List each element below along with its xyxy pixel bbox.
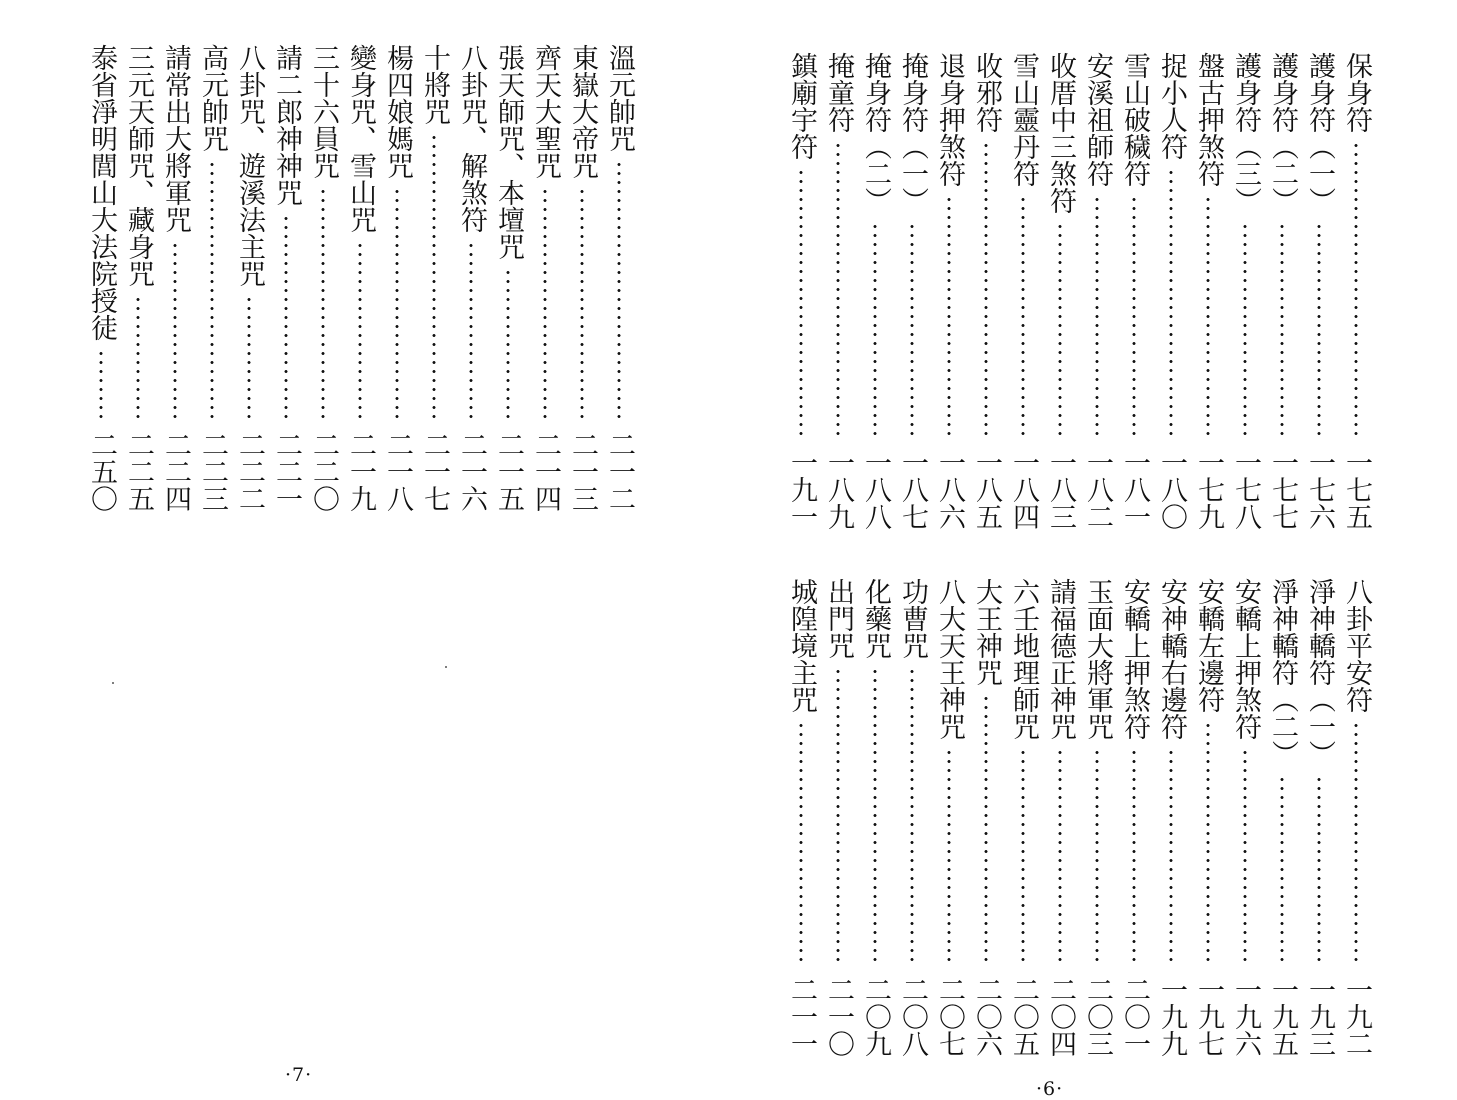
leader-dots (247, 295, 251, 421)
toc-entry-page: 二二一 (271, 431, 302, 512)
toc-entry (306, 44, 340, 512)
leader-dots (358, 241, 362, 421)
toc-entry (969, 52, 1003, 530)
leader-dots (1058, 748, 1062, 966)
toc-entry (821, 52, 855, 530)
leader-dots (543, 187, 547, 421)
toc-entry-page: 二一五 (493, 431, 524, 512)
toc-entry-title: 八大天王神咒 (934, 578, 965, 740)
toc-entry (343, 44, 377, 512)
toc-entry-title: 玉面大將軍咒 (1082, 578, 1113, 740)
toc-entry (1154, 578, 1188, 1057)
toc-entry (84, 44, 118, 512)
toc-entry-page: 二〇五 (1008, 976, 1039, 1057)
toc-entry (858, 52, 892, 530)
toc-entry-page: 二一六 (456, 431, 487, 512)
leader-dots (799, 721, 803, 966)
toc-entry-page: 一八二 (1082, 449, 1113, 530)
leader-dots (580, 187, 584, 421)
toc-entry-title: 八卦咒、解煞符 (456, 44, 487, 233)
toc-entry (1154, 52, 1188, 530)
toc-entry-title: 請二郎神神咒 (271, 44, 302, 206)
toc-entry (232, 44, 266, 512)
toc-entry (1265, 578, 1299, 1057)
leader-dots (1132, 195, 1136, 439)
toc-entry-page: 一八八 (860, 449, 891, 530)
toc-entry-page: 一七五 (1341, 449, 1372, 530)
leader-dots (1354, 721, 1358, 966)
toc-entry-page: 一七九 (1193, 449, 1224, 530)
toc-entry-title: 十將咒 (419, 44, 450, 125)
toc-entry-page: 一八四 (1008, 449, 1039, 530)
toc-entry (895, 578, 929, 1057)
toc-entry-page: 二〇七 (934, 976, 965, 1057)
toc-entry-title: 泰省淨明閭山大法院授徒 (86, 44, 117, 341)
toc-entry-title: 掩身符（二） (860, 52, 891, 214)
toc-entry-title: 東嶽大帝咒 (567, 44, 598, 179)
toc-entry-title: 高元帥咒 (197, 44, 228, 152)
toc-entry-page: 二五〇 (86, 431, 117, 512)
toc-entry-title: 淨神轎符（二） (1267, 578, 1298, 767)
toc-entry-title: 張天師咒、本壇咒 (493, 44, 524, 260)
toc-entry-page: 一九三 (1304, 976, 1335, 1057)
leader-dots (1243, 222, 1247, 439)
toc-entry (269, 44, 303, 512)
leader-dots (910, 222, 914, 439)
toc-entry (1228, 578, 1262, 1057)
leader-dots (1243, 748, 1247, 966)
toc-entry-title: 三元天師咒、藏身咒 (123, 44, 154, 287)
toc-entry-title: 安溪祖師符 (1082, 52, 1113, 187)
toc-entry-page: 一九七 (1193, 976, 1224, 1057)
right-page (728, 0, 1457, 1100)
toc-entry (1006, 52, 1040, 530)
toc-entry-page: 二一八 (382, 431, 413, 512)
toc-entry-page: 二〇六 (971, 976, 1002, 1057)
leader-dots (1206, 195, 1210, 439)
toc-entry-title: 鎮廟宇符 (786, 52, 817, 160)
leader-dots (799, 168, 803, 439)
toc-entry (1080, 578, 1114, 1057)
toc-entry (858, 578, 892, 1057)
toc-entry (1191, 52, 1225, 530)
toc-entry-title: 六壬地理師咒 (1008, 578, 1039, 740)
toc-entry (932, 578, 966, 1057)
leader-dots (321, 187, 325, 421)
toc-entry-title: 安轎左邊符 (1193, 578, 1224, 713)
toc-entry-title: 掩童符 (823, 52, 854, 133)
toc-entry-page: 一八一 (1119, 449, 1150, 530)
toc-entry-page: 二〇九 (860, 976, 891, 1057)
leader-dots (1317, 775, 1321, 966)
leader-dots (469, 241, 473, 421)
leader-dots (910, 667, 914, 966)
toc-entry (895, 52, 929, 530)
leader-dots (617, 160, 621, 421)
toc-entry (1302, 52, 1336, 530)
leader-dots (1021, 748, 1025, 966)
toc-entry (1043, 52, 1077, 530)
toc-entry (565, 44, 599, 512)
toc-entry-title: 出門咒 (823, 578, 854, 659)
toc-entry-page: 二一七 (419, 431, 450, 512)
toc-entry-page: 一九九 (1156, 976, 1187, 1057)
leader-dots (99, 349, 103, 421)
toc-entry-title: 八卦平安符 (1341, 578, 1372, 713)
toc-entry (969, 578, 1003, 1057)
toc-entry-title: 護身符（二） (1267, 52, 1298, 214)
leader-dots (873, 667, 877, 966)
scan-speck (112, 682, 114, 684)
toc-entry-page: 二二〇 (308, 431, 339, 512)
toc-entry-title: 請常出大將軍咒 (160, 44, 191, 233)
toc-entry-title: 功曹咒 (897, 578, 928, 659)
leader-dots (1095, 195, 1099, 439)
leader-dots (1058, 222, 1062, 439)
toc-entry-page: 一八五 (971, 449, 1002, 530)
toc-entry (1191, 578, 1225, 1057)
toc-entry-title: 變身咒、雪山咒 (345, 44, 376, 233)
toc-entry-page: 二一三 (567, 431, 598, 512)
toc-entry-page: 一九一 (786, 449, 817, 530)
toc-entry-title: 化藥咒 (860, 578, 891, 659)
toc-entry (1006, 578, 1040, 1057)
leader-dots (432, 133, 436, 421)
toc-entry (1117, 52, 1151, 530)
toc-entry (1117, 578, 1151, 1057)
toc-entry-page: 二一一 (786, 976, 817, 1057)
toc-entry-page: 一八六 (934, 449, 965, 530)
toc-entry-title: 安神轎右邊符 (1156, 578, 1187, 740)
leader-dots (873, 222, 877, 439)
toc-entry-page: 一七八 (1230, 449, 1261, 530)
toc-entry (932, 52, 966, 530)
toc-entry-title: 雪山破穢符 (1119, 52, 1150, 187)
left-page (0, 0, 728, 1100)
toc-entry-title: 保身符 (1341, 52, 1372, 133)
toc-entry-page: 二二四 (160, 431, 191, 512)
toc-entry-title: 退身押煞符 (934, 52, 965, 187)
leader-dots (947, 195, 951, 439)
page-number-right: ·6· (1036, 1078, 1064, 1100)
leader-dots (984, 694, 988, 966)
toc-entry-title: 齊天大聖咒 (530, 44, 561, 179)
toc-entry-page: 二二三 (197, 431, 228, 512)
toc-entry-page: 二〇一 (1119, 976, 1150, 1057)
toc-entry (1228, 52, 1262, 530)
toc-entry-title: 雪山靈丹符 (1008, 52, 1039, 187)
toc-entry-page: 二〇四 (1045, 976, 1076, 1057)
toc-entry-title: 楊四娘媽咒 (382, 44, 413, 179)
toc-entry-page: 一八三 (1045, 449, 1076, 530)
toc-entry (1265, 52, 1299, 530)
toc-entry-page: 二一四 (530, 431, 561, 512)
leader-dots (173, 241, 177, 421)
leader-dots (1169, 748, 1173, 966)
leader-dots (836, 141, 840, 439)
toc-entry (528, 44, 562, 512)
toc-entry (121, 44, 155, 512)
toc-entry-title: 捉小人符 (1156, 52, 1187, 160)
toc-entry (784, 578, 818, 1057)
toc-entry (380, 44, 414, 512)
toc-entry (454, 44, 488, 512)
toc-entry-page: 一八〇 (1156, 449, 1187, 530)
toc-entry (1339, 578, 1373, 1057)
toc-entry-title: 三十六員咒 (308, 44, 339, 179)
leader-dots (1317, 222, 1321, 439)
leader-dots (1132, 748, 1136, 966)
scan-speck (445, 666, 447, 668)
toc-entry-page: 二一二 (604, 431, 635, 512)
leader-dots (506, 268, 510, 421)
toc-entry-page: 二一〇 (823, 976, 854, 1057)
toc-entry-title: 安轎上押煞符 (1119, 578, 1150, 740)
toc-entry-page: 二〇三 (1082, 976, 1113, 1057)
leader-dots (136, 295, 140, 421)
toc-entry-title: 護身符（三） (1230, 52, 1261, 214)
leader-dots (210, 160, 214, 421)
toc-entry-page: 二二二 (234, 431, 265, 512)
toc-entry-page: 一九五 (1267, 976, 1298, 1057)
toc-entry-title: 收邪符 (971, 52, 1002, 133)
leader-dots (1169, 168, 1173, 439)
toc-entry-page: 一九六 (1230, 976, 1261, 1057)
toc-entry (602, 44, 636, 512)
toc-entry (821, 578, 855, 1057)
toc-entry-title: 請福德正神咒 (1045, 578, 1076, 740)
toc-entry (1043, 578, 1077, 1057)
toc-entry (491, 44, 525, 512)
leader-dots (836, 667, 840, 966)
toc-entry-title: 溫元帥咒 (604, 44, 635, 152)
leader-dots (1280, 775, 1284, 966)
toc-entry-title: 八卦咒、遊溪法主咒 (234, 44, 265, 287)
leader-dots (1095, 748, 1099, 966)
toc-entry-page: 一八七 (897, 449, 928, 530)
toc-entry-page: 二二五 (123, 431, 154, 512)
leader-dots (1021, 195, 1025, 439)
page-number-left: ·7· (285, 1064, 313, 1086)
leader-dots (1206, 721, 1210, 966)
toc-entry (1302, 578, 1336, 1057)
toc-entry-page: 一七七 (1267, 449, 1298, 530)
toc-entry-title: 淨神轎符（一） (1304, 578, 1335, 767)
toc-entry-title: 大王神咒 (971, 578, 1002, 686)
toc-entry-title: 收厝中三煞符 (1045, 52, 1076, 214)
toc-entry-title: 掩身符（一） (897, 52, 928, 214)
leader-dots (395, 187, 399, 421)
toc-entry-page: 一九二 (1341, 976, 1372, 1057)
toc-entry (158, 44, 192, 512)
toc-entry-title: 安轎上押煞符 (1230, 578, 1261, 740)
leader-dots (1280, 222, 1284, 439)
toc-entry-title: 城隍境主咒 (786, 578, 817, 713)
toc-entry (1080, 52, 1114, 530)
leader-dots (947, 748, 951, 966)
toc-entry-page: 一八九 (823, 449, 854, 530)
toc-entry-title: 護身符（一） (1304, 52, 1335, 214)
leader-dots (1354, 141, 1358, 439)
toc-entry (1339, 52, 1373, 530)
toc-entry (195, 44, 229, 512)
toc-entry-page: 一七六 (1304, 449, 1335, 530)
toc-entry-title: 盤古押煞符 (1193, 52, 1224, 187)
toc-entry (784, 52, 818, 530)
toc-entry-page: 二一九 (345, 431, 376, 512)
toc-entry-page: 二〇八 (897, 976, 928, 1057)
leader-dots (984, 141, 988, 439)
leader-dots (284, 214, 288, 421)
toc-entry (417, 44, 451, 512)
